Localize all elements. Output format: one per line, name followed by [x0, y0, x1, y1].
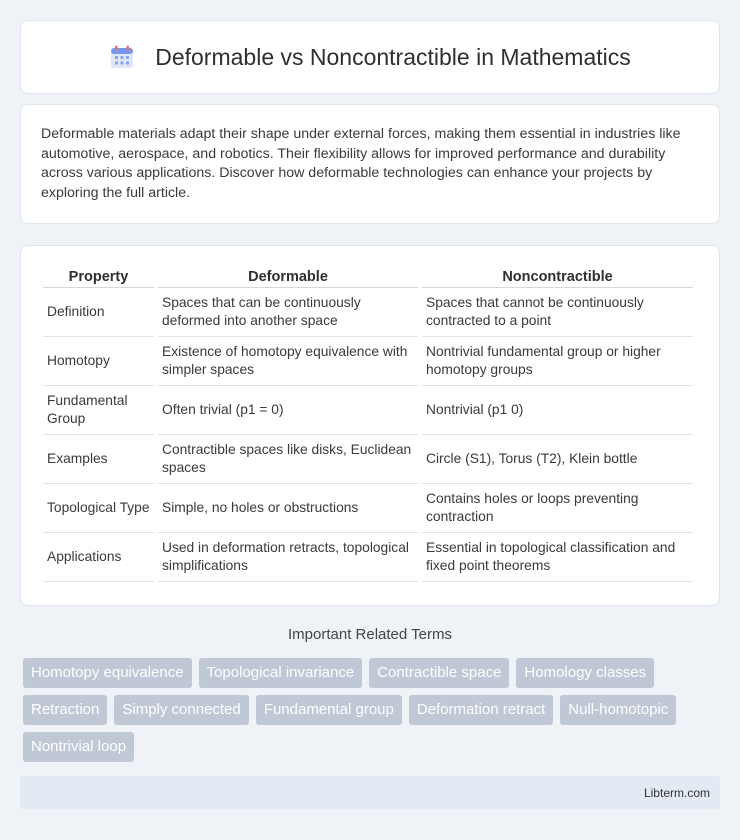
- table-cell-noncontractible: Nontrivial (p1 0): [422, 386, 693, 435]
- related-term-tag[interactable]: Retraction: [23, 695, 107, 725]
- comparison-table-card: [20, 245, 720, 606]
- table-cell-noncontractible: Spaces that cannot be continuously contracted to a point: [422, 288, 693, 337]
- table-row: [43, 533, 693, 582]
- table-row: [43, 435, 693, 484]
- table-cell-noncontractible: Circle (S1), Torus (T2), Klein bottle: [422, 435, 693, 484]
- footer: [20, 776, 720, 809]
- related-term-tag[interactable]: Homotopy equivalence: [23, 658, 192, 688]
- related-term-tag[interactable]: Contractible space: [369, 658, 509, 688]
- related-terms-title: Important Related Terms: [288, 626, 452, 643]
- page-title: Deformable vs Noncontractible in Mathematics: [155, 43, 631, 70]
- table-cell-deformable: Used in deformation retracts, topological simplifications: [158, 533, 418, 582]
- table-cell-property: Topological Type: [43, 484, 154, 533]
- table-cell-noncontractible: Essential in topological classification and fixed point theorems: [422, 533, 693, 582]
- comparison-table: [39, 263, 697, 582]
- table-cell-property: Applications: [43, 533, 154, 582]
- header-noncontractible: Noncontractible: [422, 263, 693, 288]
- table-row: [43, 337, 693, 386]
- table-cell-deformable: Contractible spaces like disks, Euclidean spaces: [158, 435, 418, 484]
- table-cell-property: Examples: [43, 435, 154, 484]
- header-deformable: Deformable: [158, 263, 418, 288]
- related-terms-list: [23, 658, 723, 762]
- related-term-tag[interactable]: Nontrivial loop: [23, 732, 134, 762]
- table-cell-noncontractible: Contains holes or loops preventing contraction: [422, 484, 693, 533]
- table-row: [43, 288, 693, 337]
- table-cell-property: Homotopy: [43, 337, 154, 386]
- table-row: [43, 386, 693, 435]
- intro-card: [20, 104, 720, 224]
- related-term-tag[interactable]: Null-homotopic: [560, 695, 676, 725]
- table-cell-deformable: Existence of homotopy equivalence with simpler spaces: [158, 337, 418, 386]
- related-term-tag[interactable]: Homology classes: [516, 658, 654, 688]
- related-term-tag[interactable]: Fundamental group: [256, 695, 402, 725]
- table-cell-deformable: Spaces that can be continuously deformed into another space: [158, 288, 418, 337]
- table-row: [43, 484, 693, 533]
- intro-text: Deformable materials adapt their shape under external forces, making them essential in industries like automotive, aerospace, and robotics. Their flexibility allows for improved performance and durability across various applications. Discover how deformable technologies can enhance your projects by exploring the full article.: [41, 126, 681, 201]
- calendar-icon: [109, 44, 135, 70]
- table-cell-noncontractible: Nontrivial fundamental group or higher homotopy groups: [422, 337, 693, 386]
- related-term-tag[interactable]: Simply connected: [114, 695, 248, 725]
- header-card: [20, 20, 720, 94]
- table-cell-deformable: Simple, no holes or obstructions: [158, 484, 418, 533]
- header-property: Property: [43, 263, 154, 288]
- table-cell-property: Definition: [43, 288, 154, 337]
- related-term-tag[interactable]: Deformation retract: [409, 695, 553, 725]
- related-term-tag[interactable]: Topological invariance: [199, 658, 363, 688]
- footer-site-link[interactable]: Libterm.com: [643, 785, 710, 800]
- table-cell-property: Fundamental Group: [43, 386, 154, 435]
- table-cell-deformable: Often trivial (p1 = 0): [158, 386, 418, 435]
- table-header-row: [43, 263, 693, 288]
